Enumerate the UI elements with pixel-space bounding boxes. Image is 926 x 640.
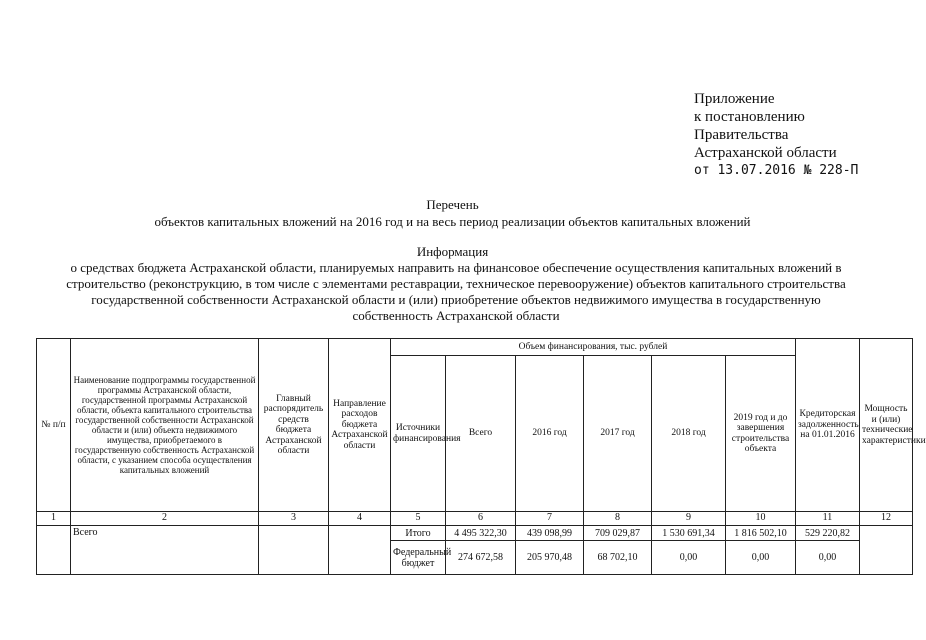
header-2017: 2017 год	[584, 356, 652, 512]
header-capacity: Мощность и (или) технические характеристики	[860, 339, 913, 512]
column-number: 1	[37, 512, 71, 526]
header-source: Источники финансирования	[391, 356, 446, 512]
document-subtitle: объектов капитальных вложений на 2016 год и на весь период реализации объектов капитальных вложений	[154, 214, 751, 229]
row-2018: 0,00	[652, 541, 726, 575]
row-name: Всего	[71, 526, 259, 575]
table-row	[37, 526, 913, 541]
header-total: Всего	[446, 356, 516, 512]
header-name: Наименование подпрограммы государственной программы Астраханской области, государственной программы Астраханской области, объекта капитального строительства государственной собственности Астраханской области и (или) объекта недвижимого имущества, приобретаемого в государственную собственность Астраханской области, с указанием способа осуществления капитальных вложений	[71, 339, 259, 512]
row-debt: 529 220,82	[796, 526, 860, 541]
column-number: 9	[652, 512, 726, 526]
header-2016: 2016 год	[516, 356, 584, 512]
row-2019: 0,00	[726, 541, 796, 575]
row-2018: 1 530 691,34	[652, 526, 726, 541]
column-number: 7	[516, 512, 584, 526]
row-total: 4 495 322,30	[446, 526, 516, 541]
header-2019: 2019 год и до завершения строительства объекта	[726, 356, 796, 512]
info-heading: Информация	[416, 244, 489, 259]
approval-line: Правительства	[694, 127, 789, 143]
row-2019: 1 816 502,10	[726, 526, 796, 541]
column-number: 10	[726, 512, 796, 526]
info-description: о средствах бюджета Астраханской области, планируемых направить на финансовое обеспечение осуществления капитальных вложений в строительство (реконструкцию, в том числе с элементами реставрации, техническое перевооружение) объектов капитального строительства государственной собственности Астраханской области и (или) приобретение объектов недвижимого имущества в государственную собственность Астраханской области	[66, 260, 846, 323]
approval-line: к постановлению	[694, 109, 805, 125]
approval-line: Астраханской области	[694, 145, 837, 161]
header-manager: Главный распорядитель средств бюджета Астраханской области	[259, 339, 329, 512]
row-source: Федеральный бюджет	[391, 541, 446, 575]
capital-investment-table	[36, 338, 926, 575]
approval-date-number: от 13.07.2016 № 228-П	[694, 163, 859, 178]
approval-stamp	[694, 90, 858, 180]
header-debt: Кредиторская задолженность на 01.01.2016	[796, 339, 860, 512]
header-2018: 2018 год	[652, 356, 726, 512]
column-number: 2	[71, 512, 259, 526]
row-total: 274 672,58	[446, 541, 516, 575]
row-2017: 68 702,10	[584, 541, 652, 575]
column-number: 12	[860, 512, 913, 526]
row-debt: 0,00	[796, 541, 860, 575]
column-number-row	[37, 512, 913, 526]
row-2016: 205 970,48	[516, 541, 584, 575]
row-2016: 439 098,99	[516, 526, 584, 541]
document-title: Перечень	[426, 197, 479, 212]
row-source: Итого	[391, 526, 446, 541]
column-number: 11	[796, 512, 860, 526]
column-number: 4	[329, 512, 391, 526]
column-number: 5	[391, 512, 446, 526]
column-number: 8	[584, 512, 652, 526]
column-number: 3	[259, 512, 329, 526]
header-funding-group: Объем финансирования, тыс. рублей	[391, 339, 796, 356]
header-direction: Направление расходов бюджета Астраханской области	[329, 339, 391, 512]
column-number: 6	[446, 512, 516, 526]
header-num: № п/п	[37, 339, 71, 512]
approval-line: Приложение	[694, 91, 775, 107]
row-2017: 709 029,87	[584, 526, 652, 541]
